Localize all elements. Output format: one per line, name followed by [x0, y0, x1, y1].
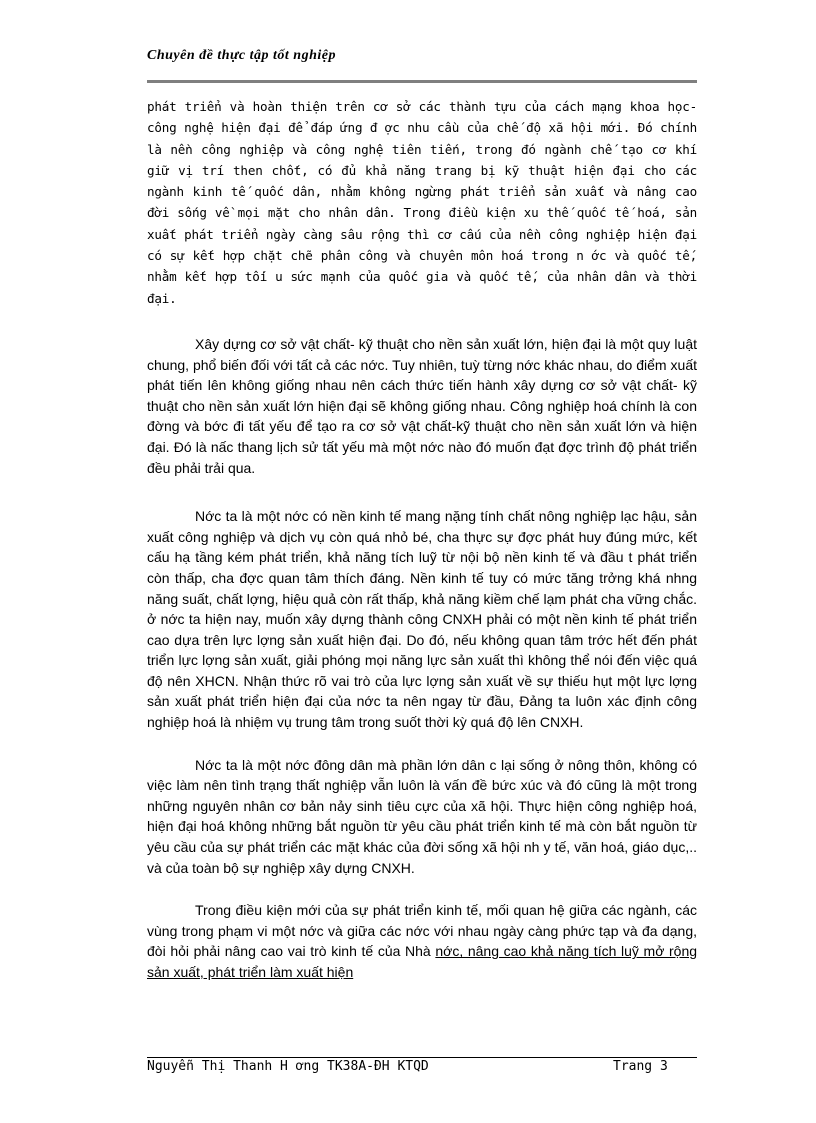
footer-page-number: Trang 3: [613, 1059, 668, 1074]
page-header-title: Chuyên đề thực tập tốt nghiệp: [147, 48, 336, 63]
paragraph-3: Nớc ta là một nớc có nền kinh tế mang nặng tính chất nông nghiệp lạc hậu, sản xuất công nghiệp và dịch vụ còn quá nhỏ bé, cha thực sự đợc phát huy đúng mức, kết cấu hạ tầng kém phát triển, khả năng tích luỹ từ nội bộ nền kinh tế và đầu t phát triển còn thấp, cha đợc quan tâm thích đáng. Nền kinh tế tuy có mức tăng trởng khá nhng năng suất, chất lợng, hiệu quả còn rất thấp, khả năng kiềm chế lạm phát cha vững chắc. ở nớc ta hiện nay, muốn xây dựng thành công CNXH phải có một nền kinh tế phát triển cao dựa trên lực lợng sản xuất hiện đại. Do đó, nếu không quan tâm trớc hết đến phát triển lực lợng sản xuất, giải phóng mọi năng lực sản xuất thì không thể nói đến việc quá độ nên XHCN. Nhận thức rõ vai trò của lực lợng sản xuất về sự thiếu hụt một lực lợng sản xuất phát triển hiện đại của nớc ta nên ngay từ đầu, Đảng ta luôn xác định công nghiệp hoá là nhiệm vụ trung tâm trong suốt thời kỳ quá độ lên CNXH.: [147, 508, 697, 731]
paragraph-5-text: Trong điều kiện mới của sự phát triển kinh tế, mối quan hệ giữa các ngành, các vùng trong phạm vi một nớc và giữa các nớc với nhau ngày càng phức tạp và đa dạng, đòi hỏi phải nâng cao vai trò kinh tế của Nhà: [147, 902, 697, 960]
footer-divider: [147, 1057, 697, 1058]
paragraph-1: phát triển và hoàn thiện trên cơ sở các thành tựu của cách mạng khoa học- công nghệ hiện đại để đáp ứng đ ợc nhu cầu của chế độ xã hội mới. Đó chính là nền công nghiệp và công nghệ tiên tiến, trong đó ngành chế tạo cơ khí giữ vị trí then chốt, có đủ khả năng trang bị kỹ thuật hiện đại cho các ngành kinh tế quốc dân, nhằm không ngừng phát triển sản xuất và nâng cao đời sống về mọi mặt cho nhân dân. Trong điều kiện xu thế quốc tế hoá, sản xuất phát triển ngày càng sâu rộng thì cơ cấu của nền công nghiệp hiện đại có sự kết hợp chặt chẽ phân công và chuyên môn hoá trong n ớc và quốc tế, nhằm kết hợp tối u sức mạnh của quốc gia và quốc tế, của nhân dân và thời đại.: [147, 99, 697, 306]
document-body: [147, 96, 697, 983]
paragraph-5-underlined-text: nớc, nâng cao khả năng tích luỹ mở rộng sản xuất, phát triển làm xuất hiện: [147, 943, 698, 980]
footer-author: Nguyễn Thị Thanh H ơng TK38A-ĐH KTQD: [147, 1059, 429, 1074]
paragraph-4: Nớc ta là một nớc đông dân mà phần lớn dân c lại sống ở nông thôn, không có việc làm nên tình trạng thất nghiệp vẫn luôn là vấn đề bức xúc và đó cũng là một trong những nguyên nhân cơ bản nảy sinh tiêu cực của xã hội. Thực hiện công nghiệp hoá, hiện đại hoá không những bắt nguồn từ yêu cầu phát triển kinh tế mà còn bắt nguồn từ yêu cầu của sự phát triển các mặt khác của đời sống xã hội nh y tế, văn hoá, giáo dục,.. và của toàn bộ sự nghiệp xây dựng CNXH.: [147, 756, 697, 876]
paragraph-5: [147, 900, 697, 982]
paragraph-2: Xây dựng cơ sở vật chất- kỹ thuật cho nền sản xuất lớn, hiện đại là một quy luật chung, phổ biến đối với tất cả các nớc. Tuy nhiên, tuỳ từng nớc khác nhau, do điểm xuất phát tiến lên không giống nhau nên cách thức tiến hành xây dựng cơ sở vật chất- kỹ thuật cho nền sản xuất lớn hiện đại sẽ không giống nhau. Công nghiệp hoá chính là con đờng và bớc đi tất yếu để tạo ra cơ sở vật chất-kỹ thuật cho nền sản xuất lớn và hiện đại. Đó là nấc thang lịch sử tất yếu mà một nớc nào đó muốn đạt đợc trình độ phát triển đều phải trải qua.: [147, 335, 697, 476]
page-footer: [147, 1059, 697, 1081]
header-divider: [147, 80, 697, 83]
